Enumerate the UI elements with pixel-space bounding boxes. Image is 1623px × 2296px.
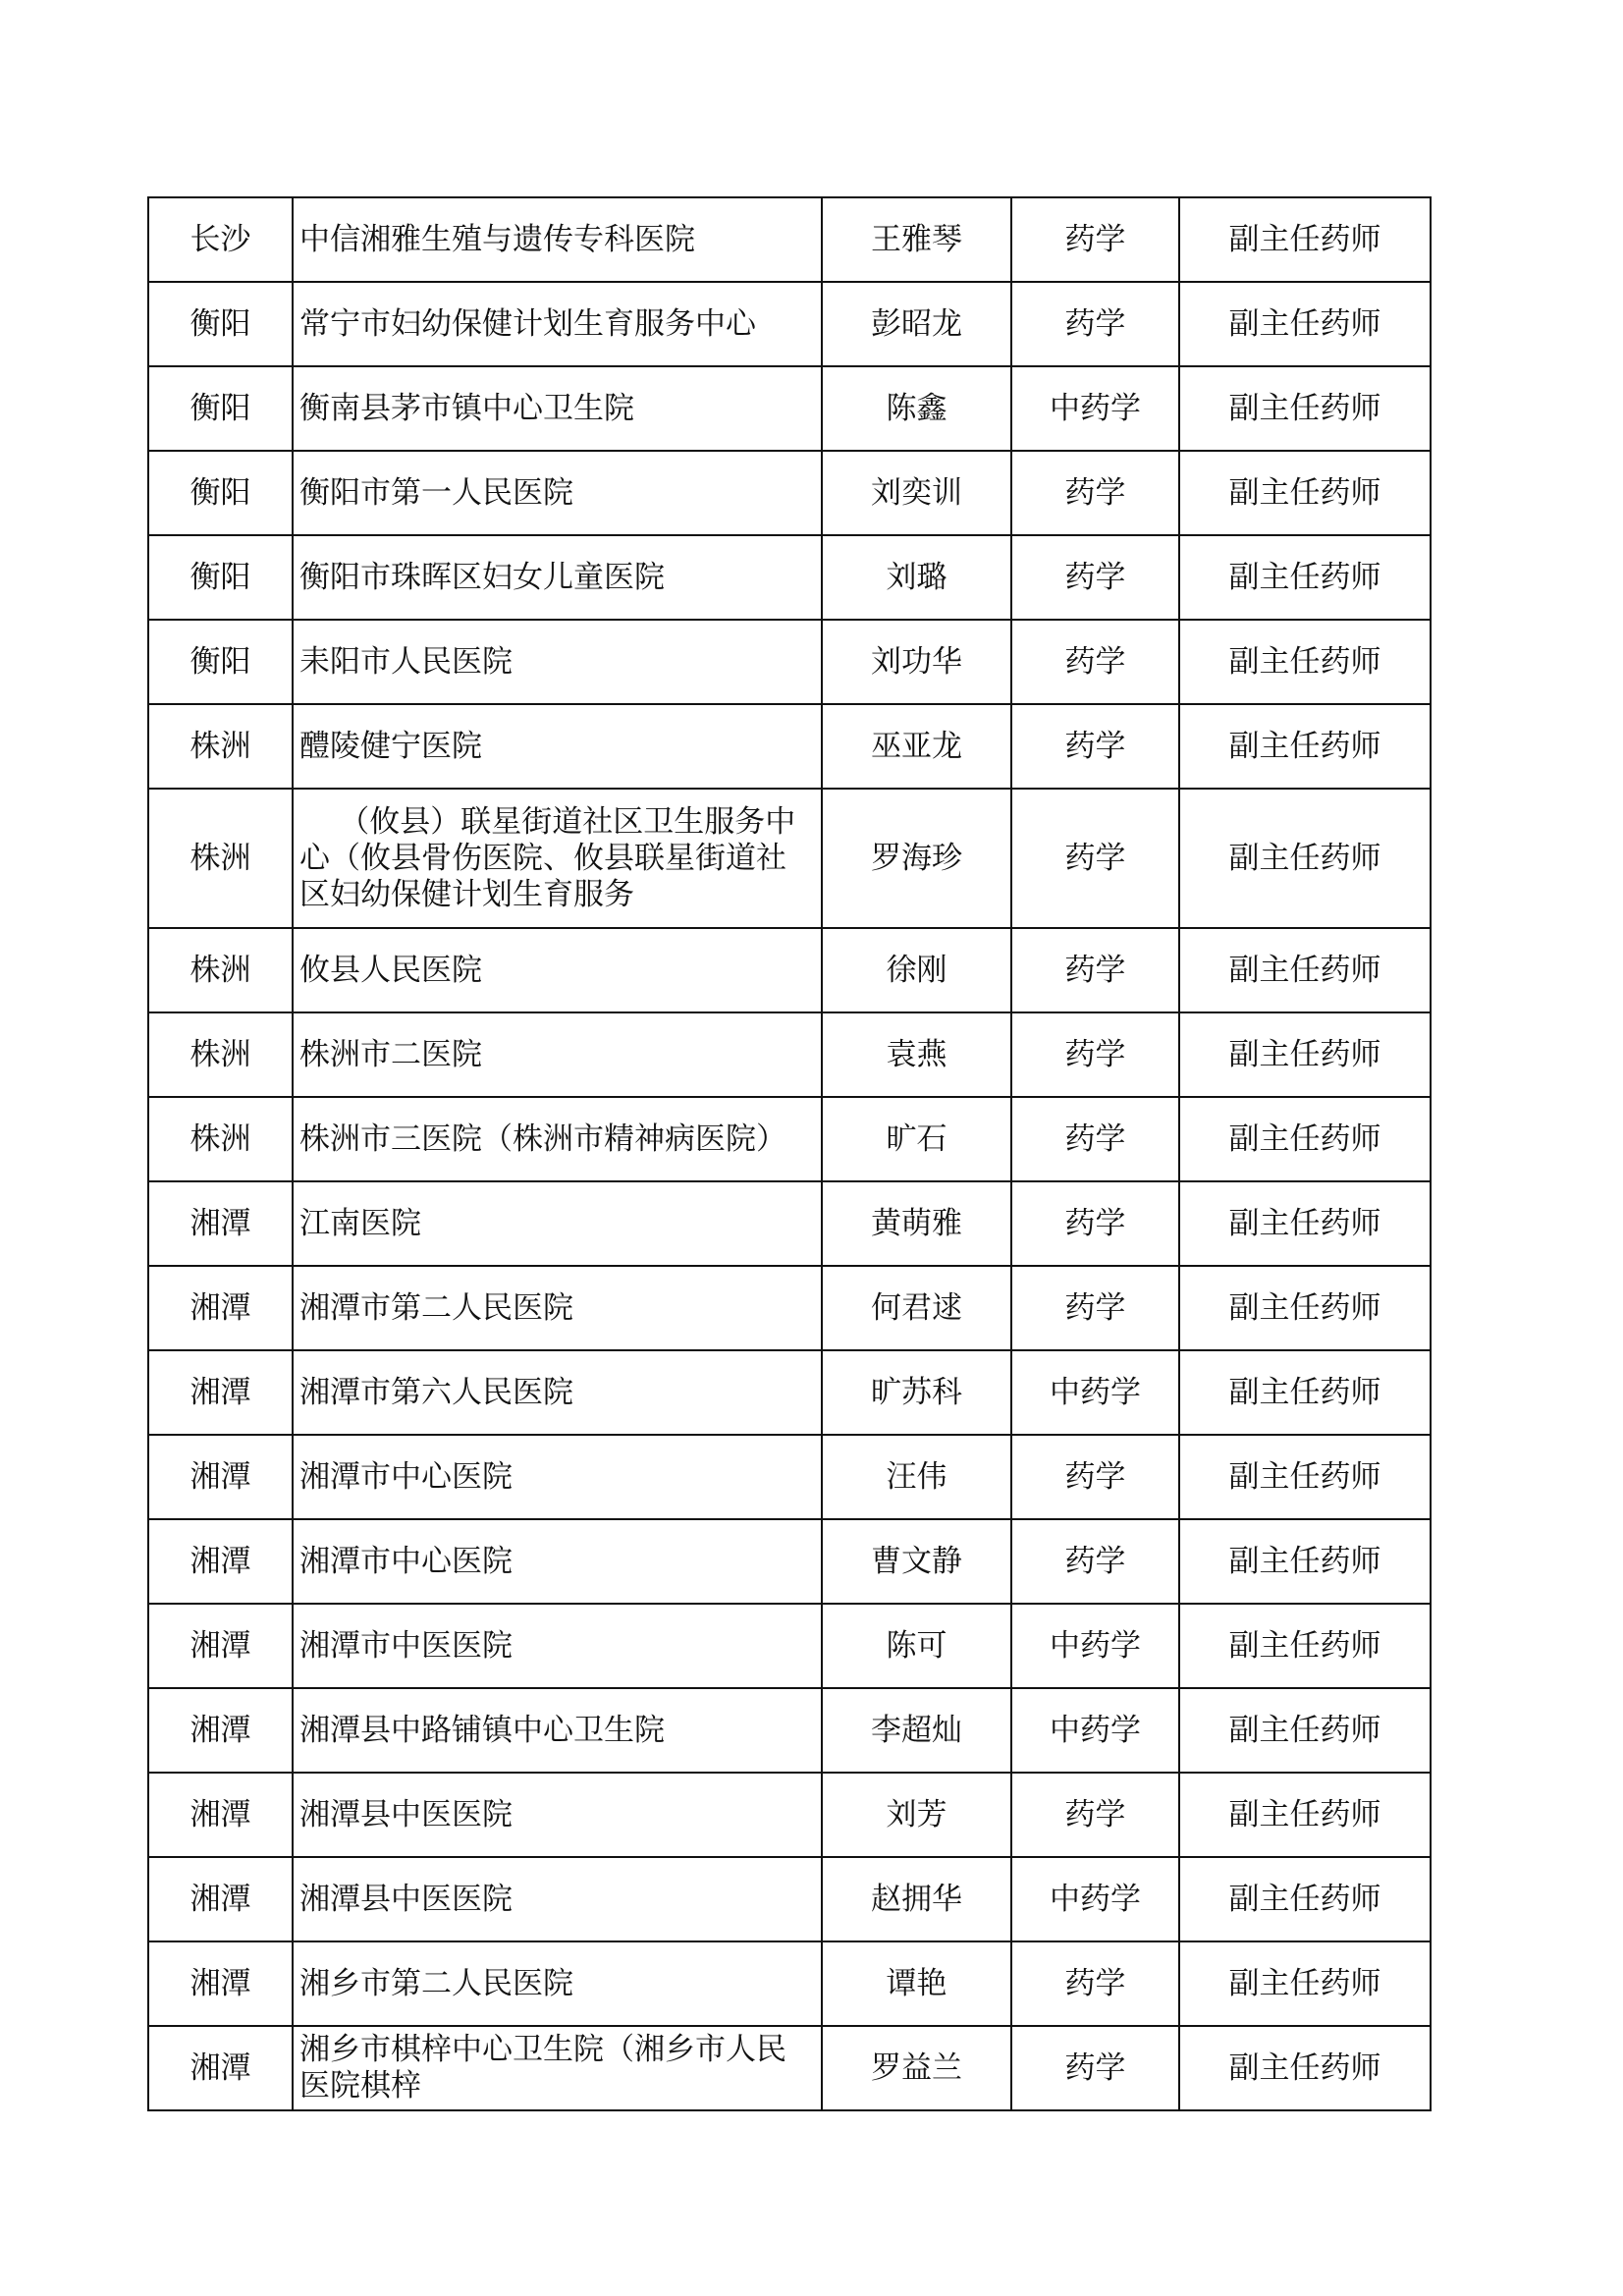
hospital-cell: 湘潭市第六人民医院	[293, 1350, 822, 1435]
title-cell: 副主任药师	[1179, 1012, 1431, 1097]
title-cell: 副主任药师	[1179, 928, 1431, 1012]
table-row	[148, 1519, 1431, 1604]
name-cell: 汪伟	[822, 1435, 1011, 1519]
title-cell: 副主任药师	[1179, 2026, 1431, 2110]
name-cell: 刘功华	[822, 620, 1011, 704]
title-cell: 副主任药师	[1179, 535, 1431, 620]
major-cell: 中药学	[1011, 366, 1179, 451]
city-cell: 湘潭	[148, 1181, 293, 1266]
major-cell: 药学	[1011, 1519, 1179, 1604]
name-cell: 何君逑	[822, 1266, 1011, 1350]
city-cell: 湘潭	[148, 1688, 293, 1773]
major-cell: 中药学	[1011, 1688, 1179, 1773]
table-row	[148, 1181, 1431, 1266]
major-cell: 药学	[1011, 620, 1179, 704]
title-cell: 副主任药师	[1179, 1435, 1431, 1519]
title-cell: 副主任药师	[1179, 1941, 1431, 2026]
major-cell: 药学	[1011, 1097, 1179, 1181]
major-cell: 药学	[1011, 1181, 1179, 1266]
major-cell: 药学	[1011, 1012, 1179, 1097]
major-cell: 药学	[1011, 2026, 1179, 2110]
hospital-cell: 醴陵健宁医院	[293, 704, 822, 789]
table-row	[148, 366, 1431, 451]
title-cell: 副主任药师	[1179, 1604, 1431, 1688]
name-cell: 李超灿	[822, 1688, 1011, 1773]
title-cell: 副主任药师	[1179, 1773, 1431, 1857]
roster-table	[147, 196, 1432, 2111]
title-cell: 副主任药师	[1179, 451, 1431, 535]
hospital-cell: 湘潭市中心医院	[293, 1519, 822, 1604]
table-row	[148, 1266, 1431, 1350]
name-cell: 巫亚龙	[822, 704, 1011, 789]
city-cell: 衡阳	[148, 620, 293, 704]
major-cell: 药学	[1011, 704, 1179, 789]
table-row	[148, 789, 1431, 928]
table-row	[148, 1350, 1431, 1435]
hospital-cell: 常宁市妇幼保健计划生育服务中心	[293, 282, 822, 366]
hospital-cell: 中信湘雅生殖与遗传专科医院	[293, 197, 822, 282]
hospital-cell: 湘潭县中医医院	[293, 1857, 822, 1941]
table-row	[148, 1012, 1431, 1097]
hospital-cell: 湘潭市第二人民医院	[293, 1266, 822, 1350]
title-cell: 副主任药师	[1179, 1266, 1431, 1350]
table-row	[148, 535, 1431, 620]
name-cell: 刘璐	[822, 535, 1011, 620]
name-cell: 赵拥华	[822, 1857, 1011, 1941]
name-cell: 黄萌雅	[822, 1181, 1011, 1266]
name-cell: 曹文静	[822, 1519, 1011, 1604]
table-row	[148, 197, 1431, 282]
title-cell: 副主任药师	[1179, 620, 1431, 704]
hospital-cell: 湘乡市第二人民医院	[293, 1941, 822, 2026]
major-cell: 药学	[1011, 451, 1179, 535]
hospital-cell: 江南医院	[293, 1181, 822, 1266]
title-cell: 副主任药师	[1179, 1097, 1431, 1181]
name-cell: 陈鑫	[822, 366, 1011, 451]
major-cell: 药学	[1011, 928, 1179, 1012]
title-cell: 副主任药师	[1179, 197, 1431, 282]
hospital-cell: 耒阳市人民医院	[293, 620, 822, 704]
name-cell: 旷石	[822, 1097, 1011, 1181]
table-row	[148, 282, 1431, 366]
hospital-cell: 湘潭县中医医院	[293, 1773, 822, 1857]
name-cell: 徐刚	[822, 928, 1011, 1012]
name-cell: 刘芳	[822, 1773, 1011, 1857]
city-cell: 株洲	[148, 704, 293, 789]
major-cell: 药学	[1011, 282, 1179, 366]
major-cell: 药学	[1011, 1266, 1179, 1350]
hospital-cell: 衡阳市珠晖区妇女儿童医院	[293, 535, 822, 620]
title-cell: 副主任药师	[1179, 1857, 1431, 1941]
table-row	[148, 620, 1431, 704]
major-cell: 药学	[1011, 789, 1179, 928]
city-cell: 衡阳	[148, 366, 293, 451]
hospital-cell: 攸县人民医院	[293, 928, 822, 1012]
hospital-cell: 湘乡市棋梓中心卫生院（湘乡市人民医院棋梓	[293, 2026, 822, 2110]
title-cell: 副主任药师	[1179, 282, 1431, 366]
name-cell: 彭昭龙	[822, 282, 1011, 366]
city-cell: 株洲	[148, 1012, 293, 1097]
table-row	[148, 1688, 1431, 1773]
name-cell: 刘奕训	[822, 451, 1011, 535]
city-cell: 湘潭	[148, 1350, 293, 1435]
title-cell: 副主任药师	[1179, 1350, 1431, 1435]
major-cell: 药学	[1011, 1941, 1179, 2026]
name-cell: 旷苏科	[822, 1350, 1011, 1435]
table-row	[148, 1773, 1431, 1857]
city-cell: 衡阳	[148, 282, 293, 366]
table-row	[148, 451, 1431, 535]
major-cell: 中药学	[1011, 1350, 1179, 1435]
major-cell: 药学	[1011, 535, 1179, 620]
name-cell: 陈可	[822, 1604, 1011, 1688]
major-cell: 中药学	[1011, 1604, 1179, 1688]
title-cell: 副主任药师	[1179, 1519, 1431, 1604]
title-cell: 副主任药师	[1179, 1688, 1431, 1773]
hospital-cell: 湘潭市中心医院	[293, 1435, 822, 1519]
table-row	[148, 1097, 1431, 1181]
name-cell: 袁燕	[822, 1012, 1011, 1097]
city-cell: 株洲	[148, 789, 293, 928]
roster-table-body	[148, 197, 1431, 2110]
table-row	[148, 2026, 1431, 2110]
city-cell: 湘潭	[148, 1604, 293, 1688]
hospital-cell: 衡南县茅市镇中心卫生院	[293, 366, 822, 451]
city-cell: 株洲	[148, 1097, 293, 1181]
major-cell: 中药学	[1011, 1857, 1179, 1941]
hospital-cell: 株洲市二医院	[293, 1012, 822, 1097]
table-row	[148, 1604, 1431, 1688]
city-cell: 湘潭	[148, 1773, 293, 1857]
city-cell: 湘潭	[148, 1266, 293, 1350]
hospital-cell: 湘潭市中医医院	[293, 1604, 822, 1688]
major-cell: 药学	[1011, 1773, 1179, 1857]
city-cell: 株洲	[148, 928, 293, 1012]
name-cell: 罗海珍	[822, 789, 1011, 928]
table-row	[148, 928, 1431, 1012]
major-cell: 药学	[1011, 197, 1179, 282]
city-cell: 衡阳	[148, 535, 293, 620]
title-cell: 副主任药师	[1179, 366, 1431, 451]
title-cell: 副主任药师	[1179, 1181, 1431, 1266]
hospital-cell: 株洲市三医院（株洲市精神病医院）	[293, 1097, 822, 1181]
city-cell: 湘潭	[148, 2026, 293, 2110]
table-row	[148, 1941, 1431, 2026]
title-cell: 副主任药师	[1179, 704, 1431, 789]
major-cell: 药学	[1011, 1435, 1179, 1519]
table-row	[148, 1435, 1431, 1519]
title-cell: 副主任药师	[1179, 789, 1431, 928]
name-cell: 谭艳	[822, 1941, 1011, 2026]
city-cell: 衡阳	[148, 451, 293, 535]
name-cell: 王雅琴	[822, 197, 1011, 282]
city-cell: 湘潭	[148, 1519, 293, 1604]
hospital-cell: 湘潭县中路铺镇中心卫生院	[293, 1688, 822, 1773]
table-row	[148, 1857, 1431, 1941]
city-cell: 湘潭	[148, 1941, 293, 2026]
city-cell: 湘潭	[148, 1435, 293, 1519]
hospital-cell: （攸县）联星街道社区卫生服务中心（攸县骨伤医院、攸县联星街道社区妇幼保健计划生育服务	[293, 789, 822, 928]
hospital-cell: 衡阳市第一人民医院	[293, 451, 822, 535]
name-cell: 罗益兰	[822, 2026, 1011, 2110]
city-cell: 湘潭	[148, 1857, 293, 1941]
table-row	[148, 704, 1431, 789]
city-cell: 长沙	[148, 197, 293, 282]
